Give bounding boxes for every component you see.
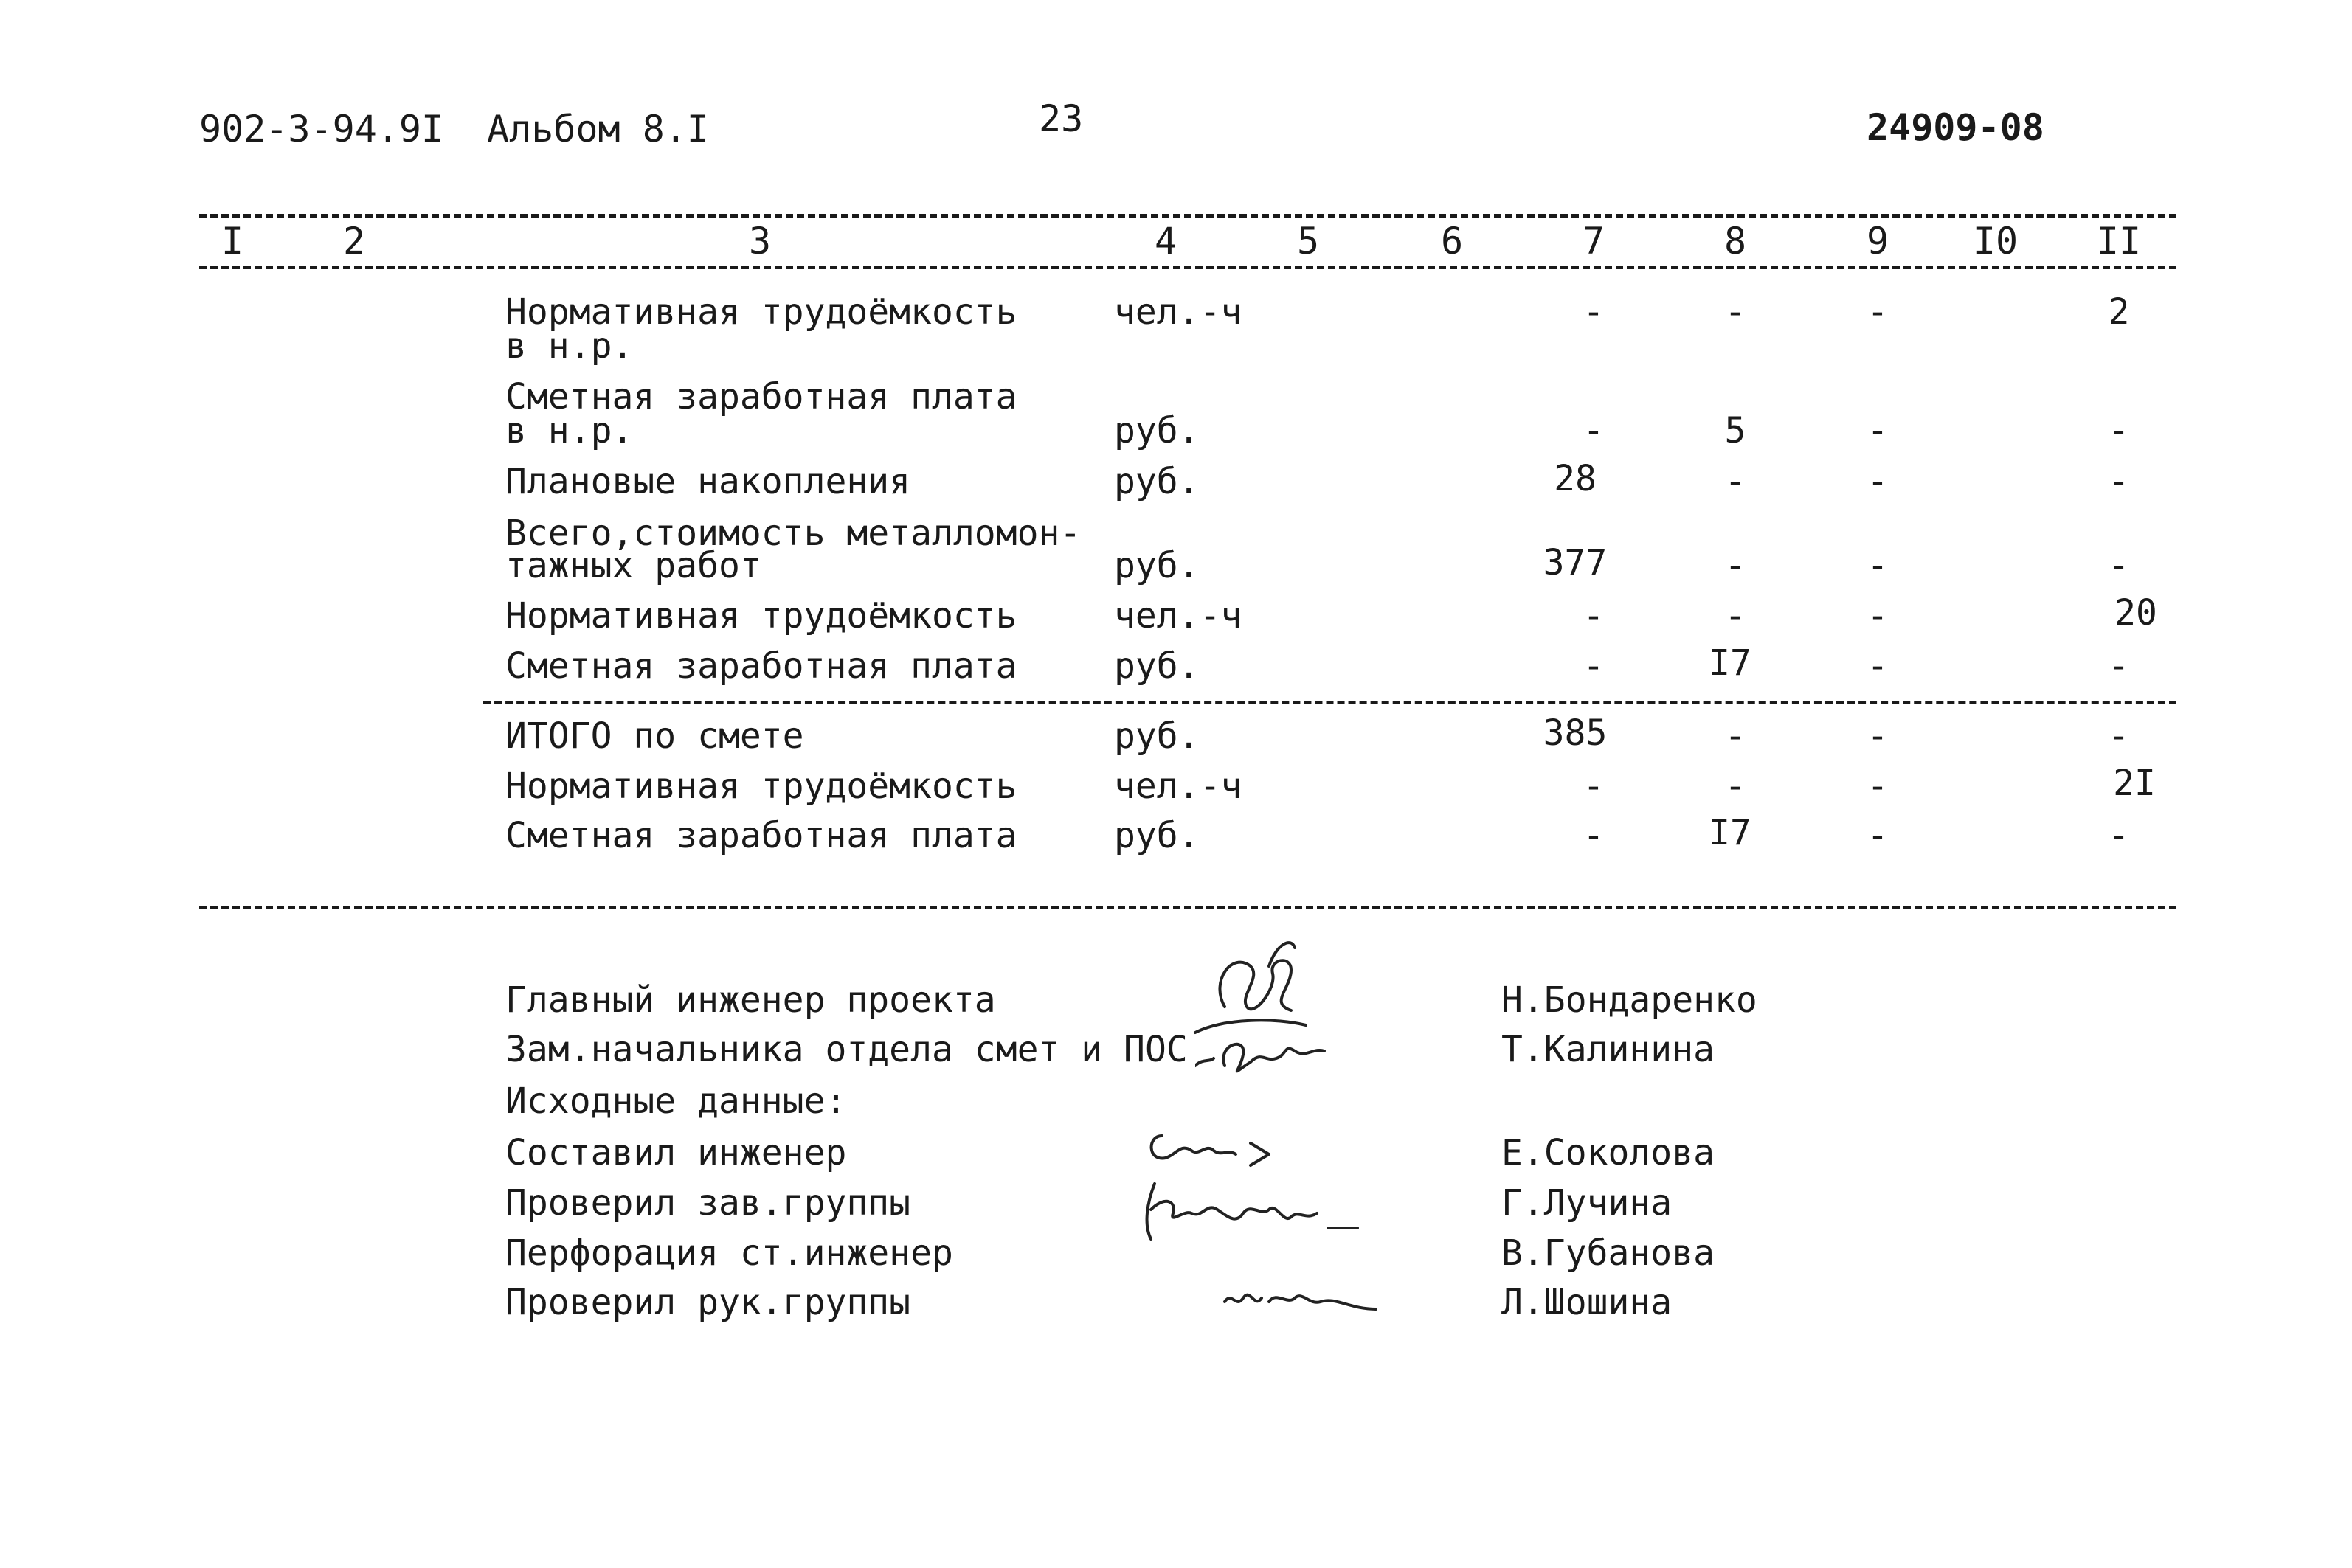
signature-role: Главный инженер проекта [505, 979, 996, 1021]
cell-col7: - [1583, 766, 1605, 807]
column-number: 2 [342, 220, 366, 263]
column-header-rule [199, 266, 2176, 269]
row-label: Плановые накопления [505, 461, 911, 502]
row-label: Нормативная трудоёмкость [505, 595, 1017, 636]
row-label-continued: в н.р. [505, 325, 634, 367]
column-number: 9 [1866, 220, 1889, 263]
column-number: 7 [1582, 220, 1605, 263]
signature-role: Составил инженер [505, 1132, 847, 1173]
row-label: ИТОГО по смете [505, 715, 804, 757]
row-label: Сметная заработная плата [505, 376, 1017, 417]
row-label: Сметная заработная плата [505, 815, 1017, 856]
row-unit: руб. [1114, 645, 1200, 687]
row-unit: чел.-ч [1114, 766, 1242, 807]
cell-col7: 377 [1543, 542, 1608, 583]
signature-role: Проверил зав.группы [505, 1182, 911, 1224]
signatory-name: Г.Лучина [1501, 1182, 1673, 1224]
cell-col9: - [1867, 766, 1889, 807]
cell-col7: 28 [1554, 458, 1597, 499]
signatory-name: Н.Бондаренко [1501, 979, 1757, 1021]
cell-col8: - [1724, 291, 1746, 333]
doc-code: 902-3-94.9I [199, 108, 444, 150]
cell-col9: - [1867, 595, 1889, 636]
handwritten-signature-2 [1195, 1021, 1372, 1088]
column-number: 4 [1154, 220, 1177, 263]
cell-col8: - [1724, 595, 1746, 636]
table-top-rule [199, 214, 2176, 218]
signatory-name: Л.Шошина [1501, 1282, 1673, 1323]
cell-col8: I7 [1709, 642, 1751, 684]
row-label: Нормативная трудоёмкость [505, 766, 1017, 807]
row-unit: руб. [1114, 715, 1200, 757]
cell-col11: 20 [2114, 592, 2157, 634]
row-unit: руб. [1114, 545, 1200, 586]
page-number: 23 [1039, 97, 1084, 140]
cell-col11: - [2108, 645, 2130, 687]
cell-col8: - [1724, 461, 1746, 502]
column-number: 6 [1440, 220, 1464, 263]
cell-col11: - [2108, 815, 2130, 856]
signature-role: Проверил рук.группы [505, 1282, 911, 1323]
cell-col9: - [1867, 545, 1889, 586]
cell-col8: - [1724, 545, 1746, 586]
table-bottom-rule [199, 906, 2176, 909]
column-number: I0 [1973, 220, 2019, 263]
signatory-name: Е.Соколова [1501, 1132, 1715, 1173]
cell-col7: - [1583, 291, 1605, 333]
row-label: Всего,стоимость металломон- [505, 513, 1082, 554]
cell-col9: - [1867, 410, 1889, 451]
column-number: I [221, 220, 244, 263]
cell-col9: - [1867, 291, 1889, 333]
cell-col11: - [2108, 715, 2130, 757]
cell-col7: 385 [1543, 712, 1608, 754]
cell-col9: - [1867, 461, 1889, 502]
cell-col8: I7 [1709, 812, 1751, 853]
column-number: 3 [748, 220, 772, 263]
cell-col11: 2I [2113, 763, 2156, 804]
cell-col7: - [1583, 815, 1605, 856]
cell-col7: - [1583, 595, 1605, 636]
row-unit: руб. [1114, 461, 1200, 502]
row-unit: руб. [1114, 410, 1200, 451]
cell-col11: - [2108, 545, 2130, 586]
signature-role: Перфорация ст.инженер [505, 1232, 953, 1274]
album-label: Альбом 8.I [487, 108, 710, 150]
cell-col11: - [2108, 461, 2130, 502]
cell-col8: - [1724, 766, 1746, 807]
row-unit: чел.-ч [1114, 291, 1242, 333]
cell-col9: - [1867, 715, 1889, 757]
cell-col9: - [1867, 645, 1889, 687]
handwritten-signature-4 [1132, 1173, 1398, 1254]
row-label-continued: тажных работ [505, 545, 761, 586]
row-unit: руб. [1114, 815, 1200, 856]
row-label-continued: в н.р. [505, 410, 634, 451]
column-number: 8 [1723, 220, 1747, 263]
signature-role: Зам.начальника отдела смет и ПОС [505, 1029, 1188, 1070]
column-number: 5 [1296, 220, 1320, 263]
row-unit: чел.-ч [1114, 595, 1242, 636]
cell-col8: - [1724, 715, 1746, 757]
subtotal-rule [483, 701, 2176, 704]
signatory-name: В.Губанова [1501, 1232, 1715, 1274]
cell-col7: - [1583, 645, 1605, 687]
cell-col7: - [1583, 410, 1605, 451]
handwritten-signature-3 [1140, 1121, 1302, 1180]
cell-col9: - [1867, 815, 1889, 856]
row-label: Сметная заработная плата [505, 645, 1017, 687]
cell-col11: 2 [2108, 291, 2130, 333]
cell-col8: 5 [1724, 410, 1746, 451]
column-number: II [2096, 220, 2142, 263]
handwritten-signature-5 [1217, 1276, 1394, 1328]
cell-col11: - [2108, 410, 2130, 451]
signature-role: Исходные данные: [505, 1080, 847, 1122]
sheet-code: 24909-08 [1867, 106, 2044, 149]
signatory-name: Т.Калинина [1501, 1029, 1715, 1070]
row-label: Нормативная трудоёмкость [505, 291, 1017, 333]
